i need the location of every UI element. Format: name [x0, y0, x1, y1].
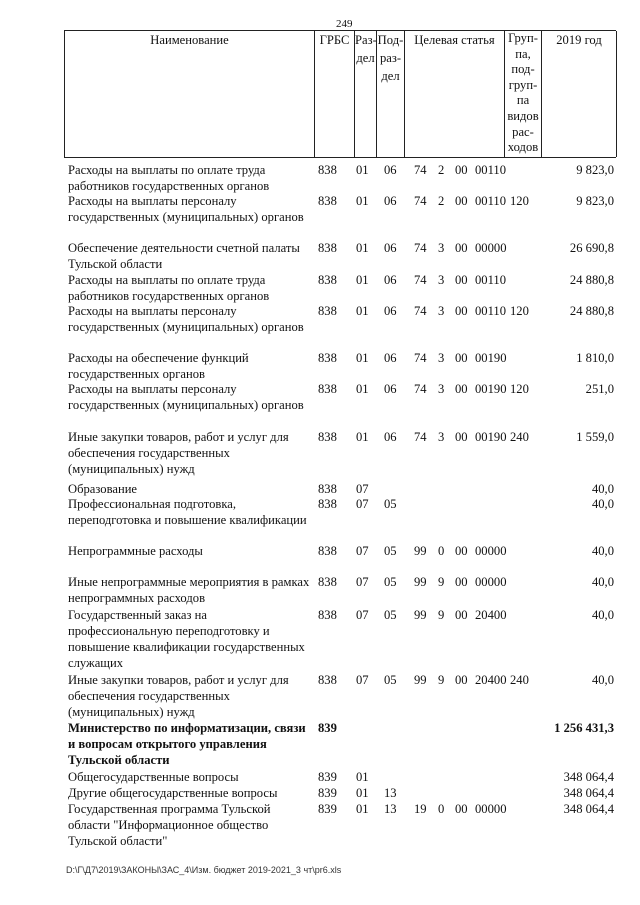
- row-amt: 348 064,4: [563, 786, 614, 800]
- row-c4: 00190: [475, 351, 507, 365]
- row-grbs: 838: [318, 163, 337, 177]
- row-name: Министерство по информатизации, связи и вопросам открытого управления Тульской области: [68, 721, 306, 767]
- row-c2: 3: [438, 304, 445, 318]
- row-name: Профессиональная подготовка, переподготовка и повышение квалификации: [68, 497, 307, 527]
- row-c3: 00: [455, 351, 468, 365]
- row-pr: 06: [384, 351, 397, 365]
- row-name: Образование: [68, 482, 138, 496]
- row-rz: 01: [356, 241, 369, 255]
- row-rz: 01: [356, 163, 369, 177]
- row-c2: 2: [438, 163, 445, 177]
- row-amt: 40,0: [591, 482, 614, 496]
- row-grbs: 839: [318, 721, 337, 735]
- row-c1: 74: [414, 430, 427, 444]
- row-amt: 40,0: [591, 608, 614, 622]
- row-rz: 01: [356, 770, 369, 784]
- row-c4: 20400: [475, 673, 507, 687]
- row-rz: 07: [356, 544, 369, 558]
- row-name: Расходы на обеспечение функций государственных органов: [68, 351, 249, 381]
- row-c1: 99: [414, 673, 427, 687]
- row-c2: 3: [438, 241, 445, 255]
- row-pr: 13: [384, 786, 397, 800]
- row-c3: 00: [455, 430, 468, 444]
- row-c2: 2: [438, 194, 445, 208]
- row-c1: 74: [414, 304, 427, 318]
- row-rz: 07: [356, 575, 369, 589]
- row-c2: 3: [438, 351, 445, 365]
- row-vr: 120: [510, 382, 529, 396]
- row-c1: 99: [414, 575, 427, 589]
- row-c2: 0: [438, 802, 445, 816]
- row-pr: 05: [384, 497, 397, 511]
- row-pr: 05: [384, 544, 397, 558]
- row-pr: 06: [384, 163, 397, 177]
- row-amt: 40,0: [591, 575, 614, 589]
- header-year: 2019 год: [542, 31, 617, 157]
- row-vr: 240: [510, 430, 529, 444]
- row-amt: 24 880,8: [569, 304, 614, 318]
- row-c2: 3: [438, 273, 445, 287]
- row-rz: 01: [356, 382, 369, 396]
- row-c1: 74: [414, 163, 427, 177]
- row-rz: 01: [356, 786, 369, 800]
- row-c3: 00: [455, 673, 468, 687]
- row-pr: 05: [384, 575, 397, 589]
- table-header: [64, 30, 616, 158]
- row-c3: 00: [455, 241, 468, 255]
- row-rz: 07: [356, 482, 369, 496]
- row-c4: 00000: [475, 802, 507, 816]
- header-target: Целевая статья: [405, 31, 505, 157]
- row-name: Непрограммные расходы: [68, 544, 203, 558]
- row-c4: 20400: [475, 608, 507, 622]
- row-vr: 240: [510, 673, 529, 687]
- row-pr: 06: [384, 241, 397, 255]
- row-c3: 00: [455, 304, 468, 318]
- row-c4: 00190: [475, 382, 507, 396]
- row-c4: 00110: [475, 304, 507, 318]
- header-grbs: ГРБС: [315, 31, 355, 157]
- row-grbs: 838: [318, 241, 337, 255]
- row-grbs: 838: [318, 497, 337, 511]
- row-grbs: 838: [318, 608, 337, 622]
- row-c4: 00190: [475, 430, 507, 444]
- row-name: Иные непрограммные мероприятия в рамках непрограммных расходов: [68, 575, 310, 605]
- row-name: Общегосударственные вопросы: [68, 770, 239, 784]
- row-grbs: 838: [318, 351, 337, 365]
- row-amt: 348 064,4: [563, 770, 614, 784]
- row-c4: 00110: [475, 194, 507, 208]
- row-amt: 9 823,0: [576, 163, 614, 177]
- row-c4: 00110: [475, 273, 507, 287]
- row-name: Другие общегосударственные вопросы: [68, 786, 278, 800]
- row-name: Государственный заказ на профессиональную переподготовку и повышение квалификации государственных служащих: [68, 608, 305, 670]
- row-name: Обеспечение деятельности счетной палаты Тульской области: [68, 241, 300, 271]
- row-c3: 00: [455, 608, 468, 622]
- row-c2: 3: [438, 430, 445, 444]
- row-c4: 00000: [475, 241, 507, 255]
- row-grbs: 838: [318, 304, 337, 318]
- row-c2: 3: [438, 382, 445, 396]
- row-vr: 120: [510, 194, 529, 208]
- row-rz: 01: [356, 430, 369, 444]
- row-grbs: 838: [318, 430, 337, 444]
- row-grbs: 839: [318, 770, 337, 784]
- row-c1: 74: [414, 273, 427, 287]
- row-c2: 9: [438, 673, 445, 687]
- header-podrazdel: Под- раз- дел: [377, 31, 405, 157]
- row-c3: 00: [455, 382, 468, 396]
- row-amt: 24 880,8: [569, 273, 614, 287]
- row-pr: 06: [384, 273, 397, 287]
- row-rz: 01: [356, 351, 369, 365]
- row-c3: 00: [455, 544, 468, 558]
- row-pr: 05: [384, 673, 397, 687]
- header-name: Наименование: [65, 31, 315, 157]
- row-grbs: 839: [318, 786, 337, 800]
- row-name: Расходы на выплаты персоналу государственных (муниципальных) органов: [68, 382, 304, 412]
- row-rz: 01: [356, 802, 369, 816]
- row-c4: 00000: [475, 544, 507, 558]
- row-pr: 06: [384, 304, 397, 318]
- row-grbs: 838: [318, 482, 337, 496]
- row-rz: 07: [356, 673, 369, 687]
- row-amt: 40,0: [591, 673, 614, 687]
- page-number: 249: [336, 18, 353, 30]
- row-amt: 1 559,0: [576, 430, 614, 444]
- row-c3: 00: [455, 163, 468, 177]
- row-amt: 1 256 431,3: [554, 721, 614, 735]
- row-grbs: 838: [318, 273, 337, 287]
- row-c3: 00: [455, 273, 468, 287]
- row-name: Расходы на выплаты по оплате труда работников государственных органов: [68, 163, 270, 193]
- row-c1: 19: [414, 802, 427, 816]
- row-c3: 00: [455, 194, 468, 208]
- row-c2: 9: [438, 608, 445, 622]
- row-amt: 251,0: [585, 382, 614, 396]
- row-name: Иные закупки товаров, работ и услуг для обеспечения государственных (муниципальных) нужд: [68, 430, 289, 476]
- row-amt: 348 064,4: [563, 802, 614, 816]
- row-grbs: 838: [318, 544, 337, 558]
- row-c2: 9: [438, 575, 445, 589]
- row-rz: 01: [356, 304, 369, 318]
- row-c1: 99: [414, 608, 427, 622]
- row-c1: 99: [414, 544, 427, 558]
- row-name: Государственная программа Тульской области "Информационное общество Тульской области": [68, 802, 271, 848]
- row-rz: 01: [356, 273, 369, 287]
- row-c4: 00110: [475, 163, 507, 177]
- row-vr: 120: [510, 304, 529, 318]
- header-razdel: Раз- дел: [355, 31, 377, 157]
- row-c3: 00: [455, 575, 468, 589]
- row-c2: 0: [438, 544, 445, 558]
- row-c3: 00: [455, 802, 468, 816]
- row-rz: 07: [356, 608, 369, 622]
- row-pr: 13: [384, 802, 397, 816]
- row-c1: 74: [414, 382, 427, 396]
- row-c4: 00000: [475, 575, 507, 589]
- row-grbs: 839: [318, 802, 337, 816]
- row-grbs: 838: [318, 382, 337, 396]
- header-group: Груп- па, под- груп- па видов рас- ходов: [505, 31, 542, 157]
- row-amt: 40,0: [591, 497, 614, 511]
- row-name: Иные закупки товаров, работ и услуг для обеспечения государственных (муниципальных) нужд: [68, 673, 289, 719]
- row-name: Расходы на выплаты персоналу государственных (муниципальных) органов: [68, 194, 304, 224]
- row-amt: 9 823,0: [576, 194, 614, 208]
- row-pr: 06: [384, 194, 397, 208]
- row-amt: 26 690,8: [569, 241, 614, 255]
- row-c1: 74: [414, 351, 427, 365]
- row-c1: 74: [414, 241, 427, 255]
- row-pr: 06: [384, 382, 397, 396]
- row-amt: 40,0: [591, 544, 614, 558]
- row-pr: 06: [384, 430, 397, 444]
- row-grbs: 838: [318, 194, 337, 208]
- row-pr: 05: [384, 608, 397, 622]
- file-path: D:\Г\Д7\2019\ЗАКОНЫ\ЗАС_4\Изм. бюджет 2019-2021_3 чт\pr6.xls: [66, 865, 342, 875]
- row-rz: 01: [356, 194, 369, 208]
- row-grbs: 838: [318, 673, 337, 687]
- row-c1: 74: [414, 194, 427, 208]
- row-grbs: 838: [318, 575, 337, 589]
- row-amt: 1 810,0: [576, 351, 614, 365]
- row-rz: 07: [356, 497, 369, 511]
- row-name: Расходы на выплаты персоналу государственных (муниципальных) органов: [68, 304, 304, 334]
- row-name: Расходы на выплаты по оплате труда работников государственных органов: [68, 273, 270, 303]
